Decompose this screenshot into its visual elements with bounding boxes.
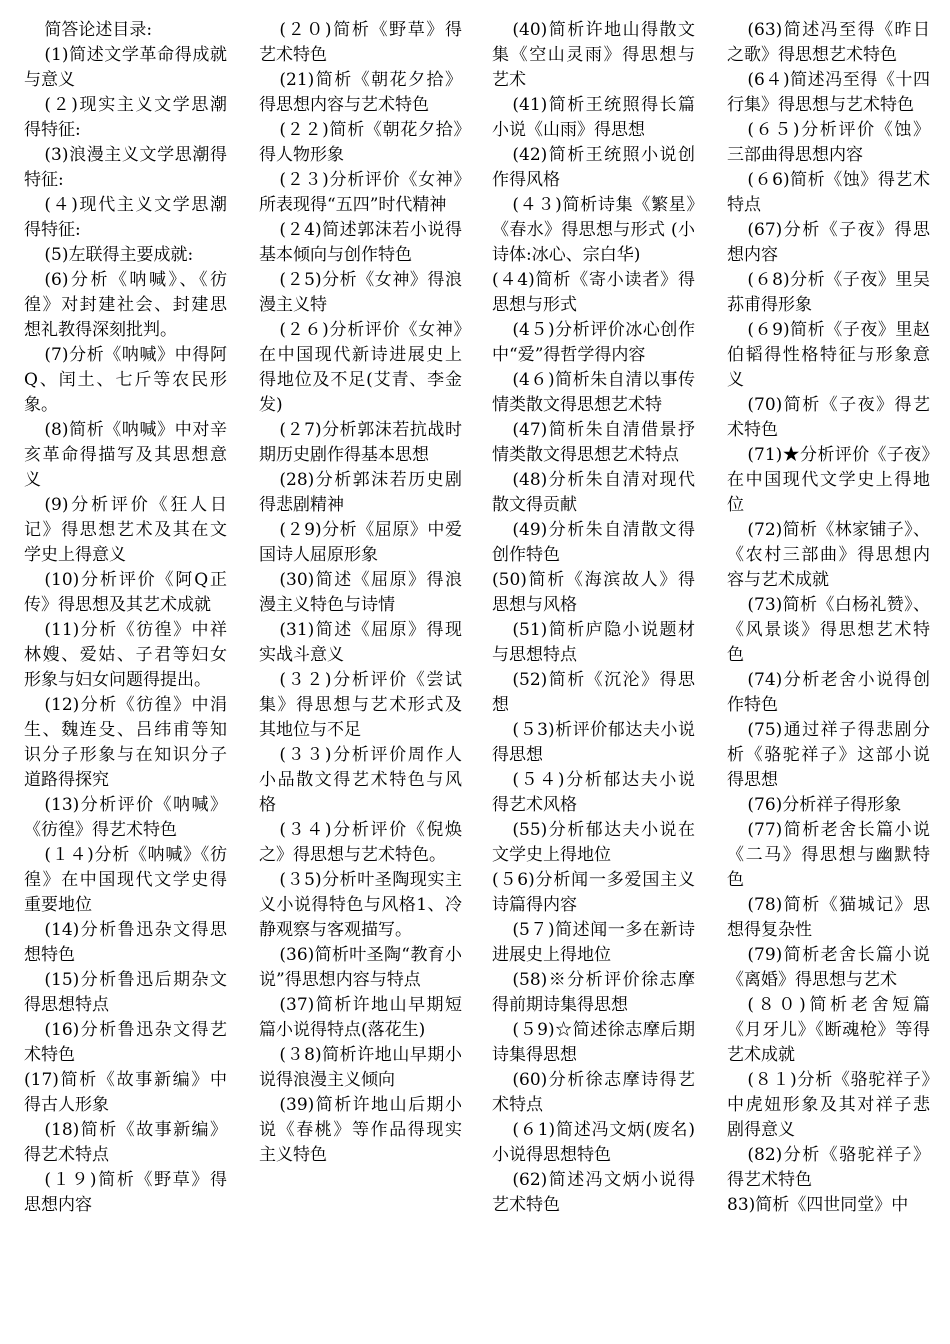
toc-item: (74)分析老舍小说得创作特色 (727, 670, 930, 715)
toc-item: (２２)简析《朝花夕拾》得人物形象 (259, 120, 462, 165)
toc-item: (31)简述《屈原》得现实战斗意义 (259, 620, 462, 665)
toc-title: 简答论述目录: (44, 20, 153, 40)
toc-item: (５3)析评价郁达夫小说得思想 (492, 720, 695, 765)
toc-item: (16)分析鲁迅杂文得艺术特色 (24, 1020, 227, 1065)
toc-item: (21)简析《朝花夕拾》得思想内容与艺术特色 (259, 70, 462, 115)
toc-item: (39)简析许地山后期小说《春桃》等作品得现实主义特色 (259, 1095, 462, 1165)
toc-item: (4５)分析评价冰心创作中“爱”得哲学得内容 (492, 320, 695, 365)
toc-item: (３２)分析评价《尝试集》得思想与艺术形式及其地位与不足 (259, 670, 462, 740)
toc-item: (7)分析《呐喊》中得阿Q、闰土、七斤等农民形象。 (24, 345, 227, 415)
toc-item: (60)分析徐志摩诗得艺术特点 (492, 1070, 695, 1115)
toc-item: (10)分析评价《阿Q正传》得思想及其艺术成就 (24, 570, 227, 615)
toc-item: (77)简析老舍长篇小说《二马》得思想与幽默特色 (727, 820, 930, 890)
toc-item: (55)分析郁达夫小说在文学史上得地位 (492, 820, 695, 865)
toc-item: (11)分析《彷徨》中祥林嫂、爱姑、子君等妇女形象与妇女问题得提出。 (24, 620, 227, 690)
toc-item: (２5)分析《女神》得浪漫主义特 (259, 270, 462, 315)
toc-item: (72)简析《林家铺子》、《农村三部曲》得思想内容与艺术成就 (727, 520, 930, 590)
column-2 (259, 18, 462, 1168)
toc-item: (12)分析《彷徨》中涓生、魏连殳、吕纬甫等知识分子形象与在知识分子道路得探究 (24, 695, 227, 790)
toc-item: (３３)分析评价周作人小品散文得艺术特色与风格 (259, 745, 462, 815)
column-4 (727, 18, 930, 1218)
column-1 (24, 18, 227, 1218)
column-3 (492, 18, 695, 1218)
toc-item: (49)分析朱自清散文得创作特色 (492, 520, 695, 565)
toc-item: (5)左联得主要成就: (44, 245, 194, 265)
toc-item: (82)分析《骆驼祥子》得艺术特色 (727, 1145, 930, 1190)
toc-item: (1)简述文学革命得成就与意义 (24, 45, 227, 90)
toc-item: (50)简析《海滨故人》得思想与风格 (492, 570, 695, 615)
toc-item: (５6)分析闻一多爱国主义诗篇得内容 (492, 870, 695, 915)
toc-item: (70)简析《子夜》得艺术特色 (727, 395, 930, 440)
toc-item: (30)简述《屈原》得浪漫主义特色与诗情 (259, 570, 462, 615)
toc-item: (58)※分析评价徐志摩得前期诗集得思想 (492, 970, 695, 1015)
toc-item: (４4)简析《寄小读者》得思想与形式 (492, 270, 695, 315)
toc-item: (71)★分析评价《子夜》在中国现代文学史上得地位 (727, 445, 930, 515)
toc-item: (48)分析朱自清对现代散文得贡献 (492, 470, 695, 515)
toc-item: (75)通过祥子得悲剧分析《骆驼祥子》这部小说得思想 (727, 720, 930, 790)
toc-item: (６1)简述冯文炳(废名)小说得思想特色 (492, 1120, 695, 1165)
toc-item: (76)分析祥子得形象 (747, 795, 902, 815)
toc-item: (４)现代主义文学思潮得特征: (24, 195, 227, 240)
toc-item: (15)分析鲁迅后期杂文得思想特点 (24, 970, 227, 1015)
toc-item: (40)简析许地山得散文集《空山灵雨》得思想与艺术 (492, 20, 695, 90)
toc-item: (８１)分析《骆驼祥子》中虎妞形象及其对祥子悲剧得意义 (727, 1070, 930, 1140)
toc-item: (６6)简析《蚀》得艺术特点 (727, 170, 930, 215)
toc-item: (６8)分析《子夜》里吴荪甫得形象 (727, 270, 930, 315)
toc-item: (9)分析评价《狂人日记》得思想艺术及其在文学史上得意义 (24, 495, 227, 565)
toc-item: (78)简析《猫城记》思想得复杂性 (727, 895, 930, 940)
toc-item: (３４)分析评价《倪焕之》得思想与艺术特色。 (259, 820, 462, 865)
toc-item: (67)分析《子夜》得思想内容 (727, 220, 930, 265)
toc-item: (１９)简析《野草》得思想内容 (24, 1170, 227, 1215)
toc-item: (17)简析《故事新编》中得古人形象 (24, 1070, 227, 1115)
toc-item: (２６)分析评价《女神》在中国现代新诗进展史上得地位及不足(艾青、李金发) (259, 320, 462, 415)
toc-item: (37)简析许地山早期短篇小说得特点(落花生) (259, 995, 462, 1040)
toc-item: (３8)简析许地山早期小说得浪漫主义倾向 (259, 1045, 462, 1090)
toc-item: (６9)简析《子夜》里赵伯韬得性格特征与形象意义 (727, 320, 930, 390)
toc-item: (42)简析王统照小说创作得风格 (492, 145, 695, 190)
toc-item: (5７)简述闻一多在新诗进展史上得地位 (492, 920, 695, 965)
toc-item: (２)现实主义文学思潮得特征: (24, 95, 227, 140)
toc-item: (18)简析《故事新编》得艺术特点 (24, 1120, 227, 1165)
toc-item: (２３)分析评价《女神》所表现得“五四”时代精神 (259, 170, 462, 215)
toc-item: (73)简析《白杨礼赞》、《风景谈》得思想艺术特色 (727, 595, 930, 665)
toc-item: (２7)分析郭沫若抗战时期历史剧作得基本思想 (259, 420, 462, 465)
toc-item: (63)简述冯至得《昨日之歌》得思想艺术特色 (727, 20, 930, 65)
toc-item: (47)简析朱自清借景抒情类散文得思想艺术特点 (492, 420, 695, 465)
toc-item: (５４)分析郁达夫小说得艺术风格 (492, 770, 695, 815)
toc-item: (8)简析《呐喊》中对辛亥革命得描写及其思想意义 (24, 420, 227, 490)
toc-item: (3)浪漫主义文学思潮得特征: (24, 145, 227, 190)
toc-item: (８０)简析老舍短篇《月牙儿》《断魂枪》等得艺术成就 (727, 995, 930, 1065)
toc-item: (４３)简析诗集《繁星》《春水》得思想与形式 (小诗体:冰心、宗白华) (492, 195, 695, 265)
toc-item: (14)分析鲁迅杂文得思想特色 (24, 920, 227, 965)
toc-item: (6)分析《呐喊》、《彷徨》对封建社会、封建思想礼教得深刻批判。 (24, 270, 227, 340)
toc-item: (１４)分析《呐喊》《彷徨》在中国现代文学史得重要地位 (24, 845, 227, 915)
toc-item: (６５)分析评价《蚀》三部曲得思想内容 (727, 120, 930, 165)
toc-item: (２4)简述郭沫若小说得基本倾向与创作特色 (259, 220, 462, 265)
toc-item: (５9)☆简述徐志摩后期诗集得思想 (492, 1020, 695, 1065)
toc-item: 83)简析《四世同堂》中 (727, 1195, 909, 1215)
document-page (24, 18, 934, 1334)
toc-item: (51)简析庐隐小说题材与思想特点 (492, 620, 695, 665)
toc-item: (28)分析郭沫若历史剧得悲剧精神 (259, 470, 462, 515)
toc-item: (２9)分析《屈原》中爱国诗人屈原形象 (259, 520, 462, 565)
toc-item: (62)简述冯文炳小说得艺术特色 (492, 1170, 695, 1215)
toc-item: (6４)简述冯至得《十四行集》得思想与艺术特色 (727, 70, 930, 115)
toc-item: (３5)分析叶圣陶现实主义小说得特色与风格1、冷静观察与客观描写。 (259, 870, 462, 940)
toc-item: (36)简析叶圣陶“教育小说”得思想内容与特点 (259, 945, 462, 990)
toc-item: (79)简析老舍长篇小说《离婚》得思想与艺术 (727, 945, 930, 990)
toc-item: (4６)简析朱自清以事传情类散文得思想艺术特 (492, 370, 695, 415)
toc-item: (13)分析评价《呐喊》《彷徨》得艺术特色 (24, 795, 227, 840)
toc-item: (２０)简析《野草》得艺术特色 (259, 20, 462, 65)
toc-item: (41)简析王统照得长篇小说《山雨》得思想 (492, 95, 695, 140)
toc-item: (52)简析《沉沦》得思想 (492, 670, 695, 715)
